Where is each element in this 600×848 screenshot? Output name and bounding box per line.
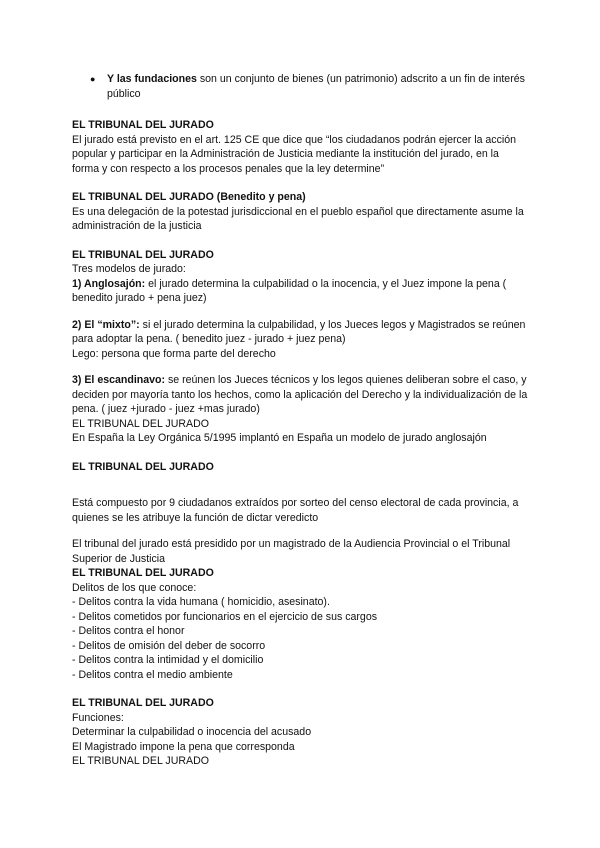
section-heading: EL TRIBUNAL DEL JURADO [72, 697, 214, 709]
list-item: - Delitos de omisión del deber de socorro [72, 639, 266, 652]
delitos-intro: Delitos de los que conoce: [72, 581, 197, 594]
section-heading: EL TRIBUNAL DEL JURADO [72, 567, 214, 579]
section-heading: EL TRIBUNAL DEL JURADO [72, 248, 214, 261]
document-page [72, 72, 528, 769]
section-heading: EL TRIBUNAL DEL JURADO (Benedito y pena) [72, 191, 306, 203]
plain-heading: EL TRIBUNAL DEL JURADO [72, 417, 209, 430]
benedito-paragraph: Es una delegación de la potestad jurisdiccional en el pueblo español que directamente asume la administración de la justicia [72, 205, 524, 232]
fundaciones-paragraph [107, 72, 528, 101]
lego-definition: Lego: persona que forma parte del derecho [72, 347, 276, 360]
list-item: - Delitos contra el medio ambiente [72, 668, 233, 681]
section-heading: EL TRIBUNAL DEL JURADO [72, 460, 214, 473]
section-heading: EL TRIBUNAL DEL JURADO [72, 119, 214, 131]
modelos-intro: Tres modelos de jurado: [72, 263, 186, 275]
plain-heading: EL TRIBUNAL DEL JURADO [72, 755, 209, 767]
list-item: - Delitos cometidos por funcionarios en el ejercicio de sus cargos [72, 610, 378, 623]
modelo-escandinavo: 3) El escandinavo: se reúnen los Jueces técnicos y los legos quienes deliberan sobre el caso, y deciden por mayoría tanto los hechos, como la aplicación del Derecho y la individualización de la pena. ( juez +jurado - juez +mas jurado) [72, 374, 528, 415]
modelo-mixto: 2) El “mixto”: si el jurado determina la culpabilidad, y los Jueces legos y Magistrados se reúnen para adoptar la pena. ( benedito juez - jurado + juez pena) [72, 318, 526, 345]
list-item: - Delitos contra la vida humana ( homicidio, asesinato). [72, 596, 330, 608]
fundaciones-bullet-item [90, 72, 528, 101]
fundaciones-bold: Y las fundaciones [107, 73, 197, 85]
funciones-line: Determinar la culpabilidad o inocencia del acusado [72, 726, 312, 738]
list-item: - Delitos contra el honor [72, 625, 185, 637]
fundaciones-text: son un conjunto de bienes (un patrimonio) adscrito a un fin de interés público [107, 73, 525, 100]
funciones-intro: Funciones: [72, 711, 124, 724]
composicion-paragraph: Está compuesto por 9 ciudadanos extraídos por sorteo del censo electoral de cada provincia, a quienes se les atribuye la función de dictar veredicto [72, 497, 519, 524]
bullet-icon: ● [90, 74, 96, 84]
jurado-intro-paragraph: El jurado está previsto en el art. 125 CE que dice que “los ciudadanos podrán ejercer la acción popular y participar en la Administración de Justicia mediante la institución del jurado, en la forma y con respecto a los procesos penales que la ley determine” [72, 133, 517, 175]
modelo-anglosajon: 1) Anglosajón: el jurado determina la culpabilidad o la inocencia, y el Juez impone la pena ( benedito jurado + pena juez) [72, 277, 507, 304]
funciones-line: El Magistrado impone la pena que corresponda [72, 740, 295, 753]
list-item: - Delitos contra la intimidad y el domicilio [72, 654, 264, 666]
espana-paragraph: En España la Ley Orgánica 5/1995 implantó en España un modelo de jurado anglosajón [72, 432, 487, 444]
presidido-paragraph: El tribunal del jurado está presidido por un magistrado de la Audiencia Provincial o el Tribunal Superior de Justicia [72, 538, 511, 565]
